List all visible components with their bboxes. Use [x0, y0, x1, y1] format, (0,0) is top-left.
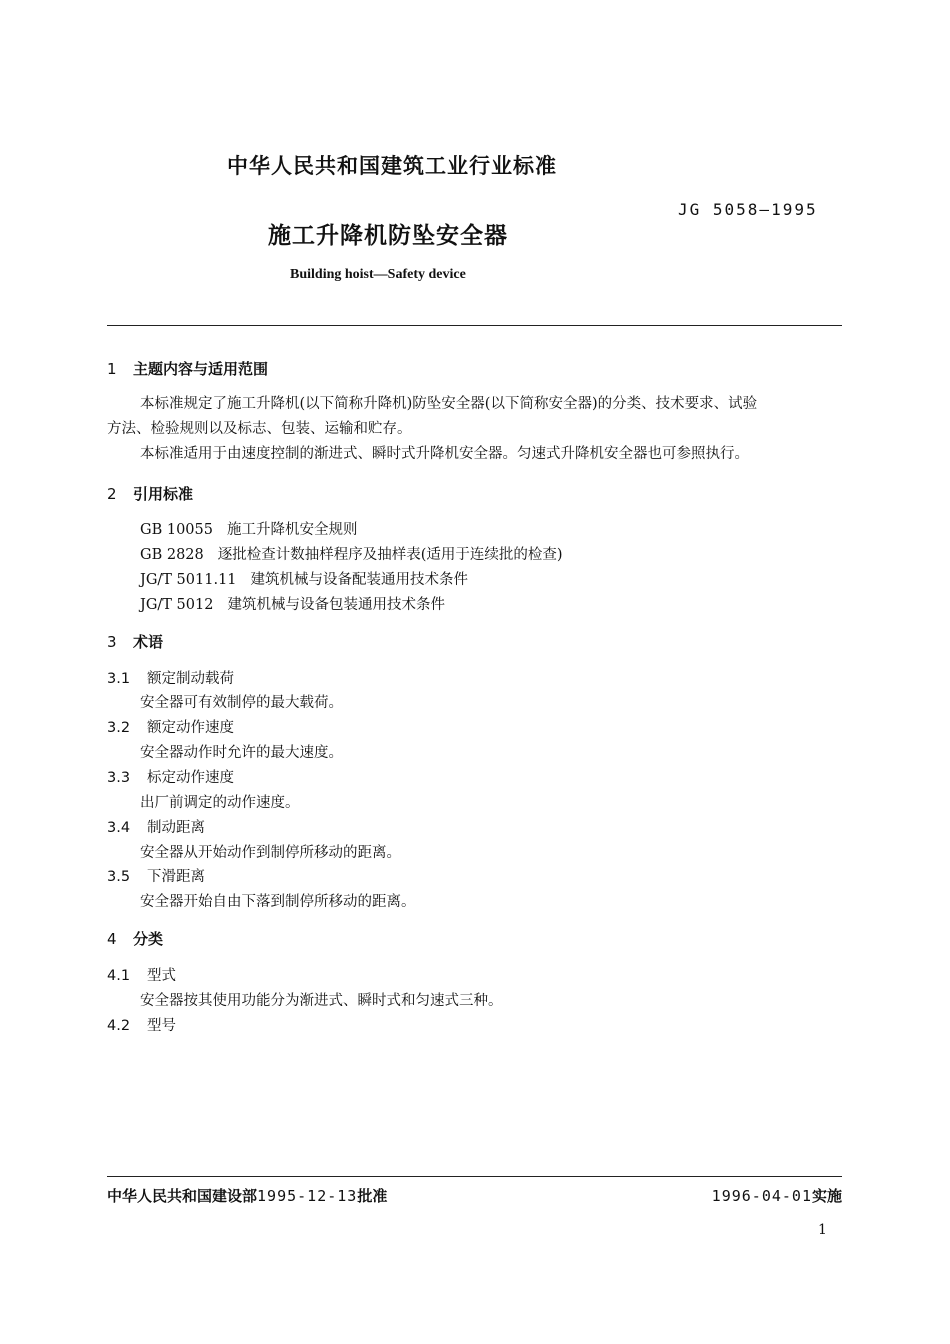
reference-title: 施工升降机安全规则 — [226, 522, 358, 538]
reference-title: 逐批检查计数抽样程序及抽样表(适用于连续批的检查) — [217, 547, 563, 563]
reference-code: JG/T 5012 — [140, 597, 214, 613]
term-number: 3.4 — [107, 820, 131, 836]
section-number: 3 — [107, 633, 117, 651]
reference-title: 建筑机械与设备配装通用技术条件 — [250, 572, 469, 588]
term-item — [107, 865, 205, 886]
header-divider — [107, 325, 842, 326]
subsection-item — [107, 1014, 176, 1035]
section-number: 4 — [107, 930, 117, 948]
section-4-heading — [107, 928, 163, 949]
section-title: 术语 — [133, 633, 164, 651]
approval-line — [107, 1185, 387, 1206]
term-name: 标定动作速度 — [147, 770, 234, 786]
section-title: 主题内容与适用范围 — [133, 360, 269, 378]
term-item — [107, 816, 205, 837]
term-definition: 安全器可有效制停的最大载荷。 — [140, 695, 343, 711]
reference-code: JG/T 5011.11 — [140, 572, 237, 588]
reference-item — [140, 518, 357, 539]
section-1-paragraph-1-line-2: 方法、检验规则以及标志、包装、运输和贮存。 — [107, 421, 412, 437]
section-1-paragraph-2: 本标准适用于由速度控制的渐进式、瞬时式升降机安全器。匀速式升降机安全器也可参照执行。 — [140, 446, 749, 462]
section-number: 1 — [107, 360, 117, 378]
subsection-text: 安全器按其使用功能分为渐进式、瞬时式和匀速式三种。 — [140, 993, 503, 1009]
footer-divider — [107, 1176, 842, 1177]
term-item — [107, 667, 234, 688]
term-definition: 出厂前调定的动作速度。 — [140, 795, 300, 811]
term-name: 下滑距离 — [147, 869, 205, 885]
reference-item — [140, 593, 445, 614]
term-definition: 安全器从开始动作到制停所移动的距离。 — [140, 845, 401, 861]
section-2-heading — [107, 483, 193, 504]
section-title: 引用标准 — [133, 485, 194, 503]
issuer: 中华人民共和国建设部 — [107, 1187, 258, 1205]
section-1-paragraph-1-line-1: 本标准规定了施工升降机(以下简称升降机)防坠安全器(以下简称安全器)的分类、技术要求、试验 — [140, 396, 758, 412]
document-subtitle-english: Building hoist—Safety device — [290, 267, 466, 282]
section-1-heading — [107, 358, 268, 379]
term-number: 3.1 — [107, 671, 131, 687]
reference-title: 建筑机械与设备包装通用技术条件 — [227, 597, 445, 613]
effective-label: 实施 — [811, 1187, 842, 1205]
subsection-title: 型式 — [147, 968, 176, 984]
term-name: 制动距离 — [147, 820, 205, 836]
reference-code: GB 10055 — [140, 522, 213, 538]
approved-label: 批准 — [357, 1187, 388, 1205]
section-3-heading — [107, 631, 163, 652]
term-number: 3.2 — [107, 720, 131, 736]
term-name: 额定制动载荷 — [147, 671, 234, 687]
document-title: 施工升降机防坠安全器 — [268, 223, 508, 249]
standard-code: JG 5058—1995 — [678, 200, 818, 219]
subsection-number: 4.1 — [107, 968, 131, 984]
term-item — [107, 716, 234, 737]
effective-date: 1996-04-01 — [711, 1187, 812, 1205]
term-definition: 安全器开始自由下落到制停所移动的距离。 — [140, 894, 416, 910]
standard-category-title: 中华人民共和国建筑工业行业标准 — [227, 154, 557, 178]
page-number: 1 — [818, 1222, 827, 1238]
term-item — [107, 766, 234, 787]
reference-item — [140, 543, 563, 564]
term-number: 3.3 — [107, 770, 131, 786]
reference-item — [140, 568, 468, 589]
subsection-item — [107, 964, 176, 985]
section-title: 分类 — [133, 930, 164, 948]
section-number: 2 — [107, 485, 117, 503]
term-definition: 安全器动作时允许的最大速度。 — [140, 745, 343, 761]
subsection-number: 4.2 — [107, 1018, 131, 1034]
approved-date: 1995-12-13 — [257, 1187, 358, 1205]
reference-code: GB 2828 — [140, 547, 204, 563]
term-name: 额定动作速度 — [147, 720, 234, 736]
subsection-title: 型号 — [147, 1018, 176, 1034]
effective-line — [712, 1185, 842, 1206]
term-number: 3.5 — [107, 869, 131, 885]
